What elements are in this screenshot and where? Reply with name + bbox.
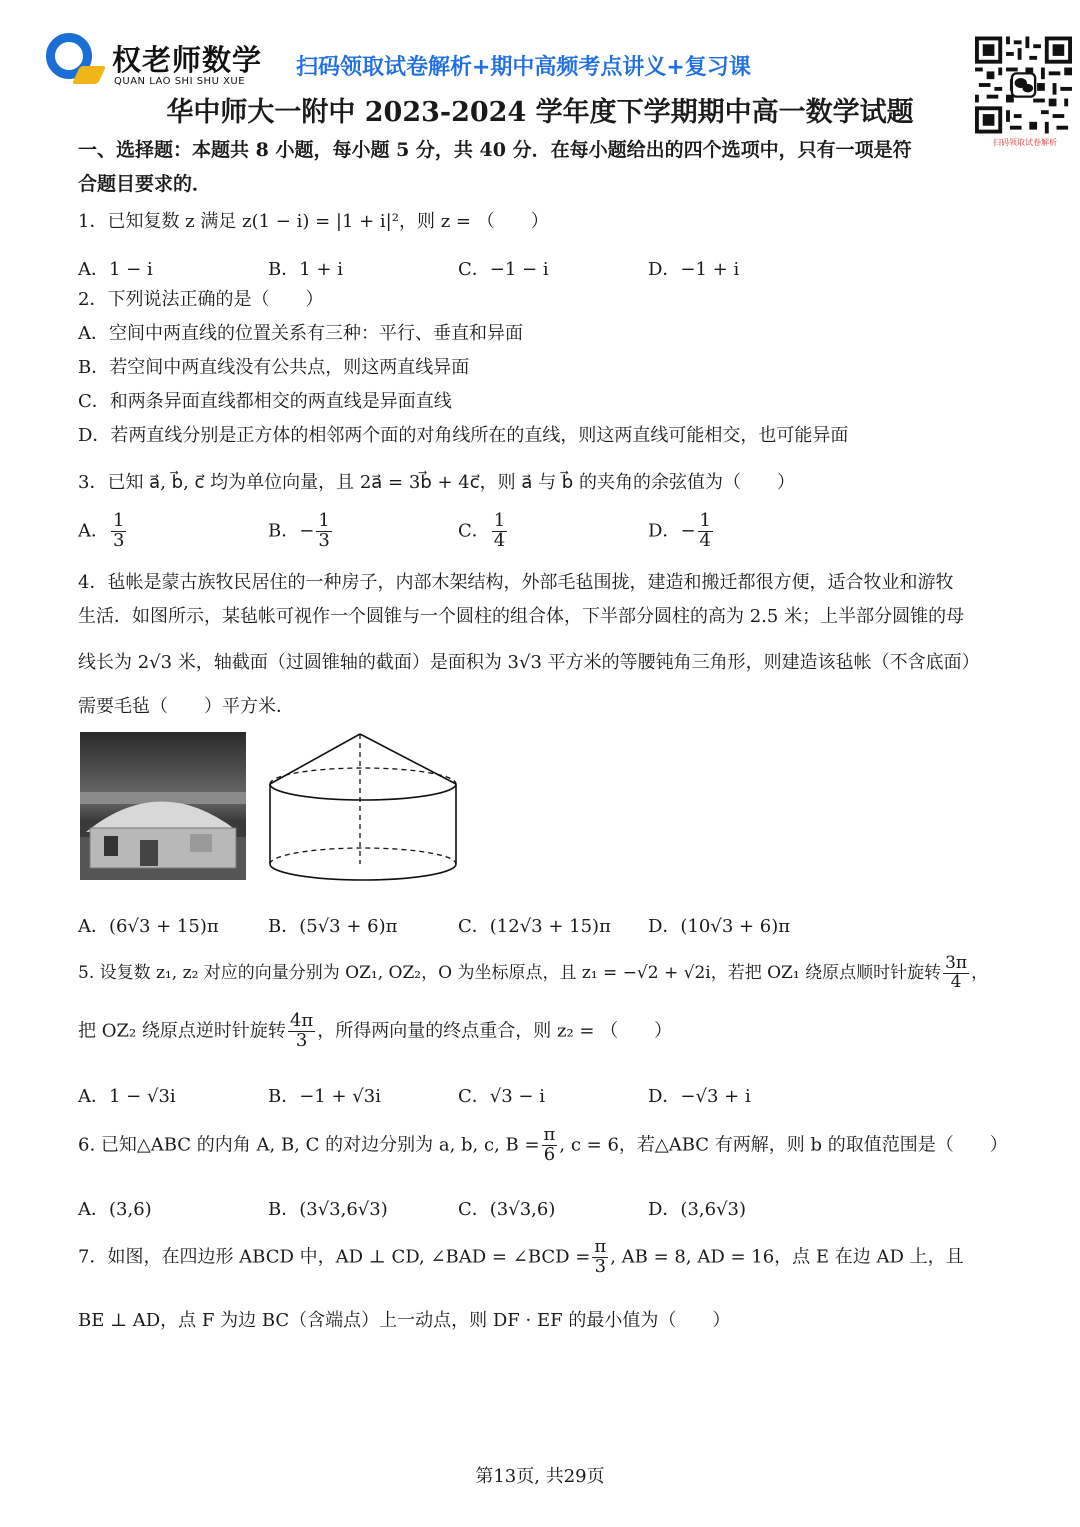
q6-option-d[interactable]: D．(3,6√3) <box>648 1199 747 1220</box>
question-4-line-2: 生活．如图所示，某毡帐可视作一个圆锥与一个圆柱的组合体，下半部分圆柱的高为 2.5 米；上半部分圆锥的母 <box>78 606 965 627</box>
q5-option-d[interactable]: D．−√3 + i <box>648 1086 751 1107</box>
question-2-stem: 2．下列说法正确的是（ ） <box>78 289 324 310</box>
q3-option-d[interactable]: D．− $\frac{1}{4}$ <box>648 510 711 551</box>
q4-option-a[interactable]: A．(6√3 + 15)π <box>78 916 219 937</box>
q3-option-a[interactable]: A． $\frac{1}{3}$ <box>78 510 125 551</box>
logo-text: 权老师数学 <box>112 43 263 77</box>
question-4-line-1: 4．毡帐是蒙古族牧民居住的一种房子，内部木架结构，外部毛毡围拢，建造和搬迁都很方便，适合牧业和游牧 <box>78 572 954 593</box>
q2-option-a[interactable]: A．空间中两直线的位置关系有三种：平行、垂直和异面 <box>78 323 523 344</box>
q1-option-a[interactable]: A．1 − i <box>78 259 153 280</box>
yurt-diagram <box>266 728 466 888</box>
page-number: 第13页, 共29页 <box>475 1466 605 1487</box>
q5-option-a[interactable]: A．1 − √3i <box>78 1086 176 1107</box>
question-5-line-2: 把 OZ₂ 绕原点逆时针旋转 $\frac{4\pi}{3}$ ，所得两向量的终点重合，则 z₂ = （ ） <box>78 1010 673 1051</box>
question-4-line-4: 需要毛毡（ ）平方米． <box>78 696 294 717</box>
q1-option-c[interactable]: C．−1 − i <box>458 259 549 280</box>
q2-option-b[interactable]: B．若空间中两直线没有公共点，则这两直线异面 <box>78 357 470 378</box>
promo-banner: 扫码领取试卷解析+期中高频考点讲义+复习课 <box>296 55 751 80</box>
q1-option-d[interactable]: D．−1 + i <box>648 259 740 280</box>
q4-option-c[interactable]: C．(12√3 + 15)π <box>458 916 611 937</box>
q4-option-b[interactable]: B．(5√3 + 6)π <box>268 916 398 937</box>
section-heading-cont: 合题目要求的． <box>78 173 212 195</box>
q3-option-b[interactable]: B．− $\frac{1}{3}$ <box>268 510 330 551</box>
question-3-stem: 3．已知 a⃗, b⃗, c⃗ 均为单位向量，且 2a⃗ = 3b⃗ + 4c⃗，则 a⃗ 与 b⃗ 的夹角的余弦值为（ ） <box>78 472 795 493</box>
question-7-line-2: BE ⊥ AD，点 F 为边 BC（含端点）上一动点，则 DF · EF 的最小值为（ ） <box>78 1310 731 1331</box>
page-title: 华中师大一附中 2023-2024 学年度下学期期中高一数学试题 <box>166 97 914 128</box>
question-4-line-3: 线长为 2√3 米，轴截面（过圆锥轴的截面）是面积为 3√3 平方米的等腰钝角三角形，则建造该毡帐（不含底面） <box>78 652 980 673</box>
q1-option-b[interactable]: B．1 + i <box>268 259 343 280</box>
yurt-photo <box>80 732 246 880</box>
q6-option-c[interactable]: C．(3√3,6) <box>458 1199 556 1220</box>
q2-option-d[interactable]: D．若两直线分别是正方体的相邻两个面的对角线所在的直线，则这两直线可能相交，也可能异面 <box>78 425 849 446</box>
q2-option-c[interactable]: C．和两条异面直线都相交的两直线是异面直线 <box>78 391 452 412</box>
question-7-line-1: 7．如图，在四边形 ABCD 中，AD ⊥ CD, ∠BAD = ∠BCD = $\frac{\pi}{3}$ , AB = 8, AD = 16，点 E 在边 AD 上，且 <box>78 1236 964 1277</box>
q5-option-b[interactable]: B．−1 + √3i <box>268 1086 381 1107</box>
q6-option-b[interactable]: B．(3√3,6√3) <box>268 1199 388 1220</box>
question-1-stem: 1．已知复数 z 满足 z(1 − i) = |1 + i|²，则 z = （ ） <box>78 211 549 232</box>
q4-option-d[interactable]: D．(10√3 + 6)π <box>648 916 791 937</box>
question-6-stem: 6. 已知△ABC 的内角 A, B, C 的对边分别为 a, b, c, B = $\frac{\pi}{6}$ , c = 6，若△ABC 有两解，则 b 的取值范围是（ ） <box>78 1124 1008 1165</box>
qr-caption: 扫码领取试卷解析 <box>993 138 1057 147</box>
section-heading: 一、选择题：本题共 8 小题，每小题 5 分，共 40 分．在每小题给出的四个选项中，只有一项是符 <box>78 139 912 161</box>
q6-option-a[interactable]: A．(3,6) <box>78 1199 152 1220</box>
q3-option-c[interactable]: C． $\frac{1}{4}$ <box>458 510 506 551</box>
question-5-line-1: 5. 设复数 z₁, z₂ 对应的向量分别为 OZ₁, OZ₂，O 为坐标原点，且 z₁ = −√2 + √2i，若把 OZ₁ 绕原点顺时针旋转 $\frac{3\pi}{4}$ ， <box>78 953 989 992</box>
q5-option-c[interactable]: C．√3 − i <box>458 1086 545 1107</box>
logo-subtext: QUAN LAO SHI SHU XUE <box>114 76 246 87</box>
